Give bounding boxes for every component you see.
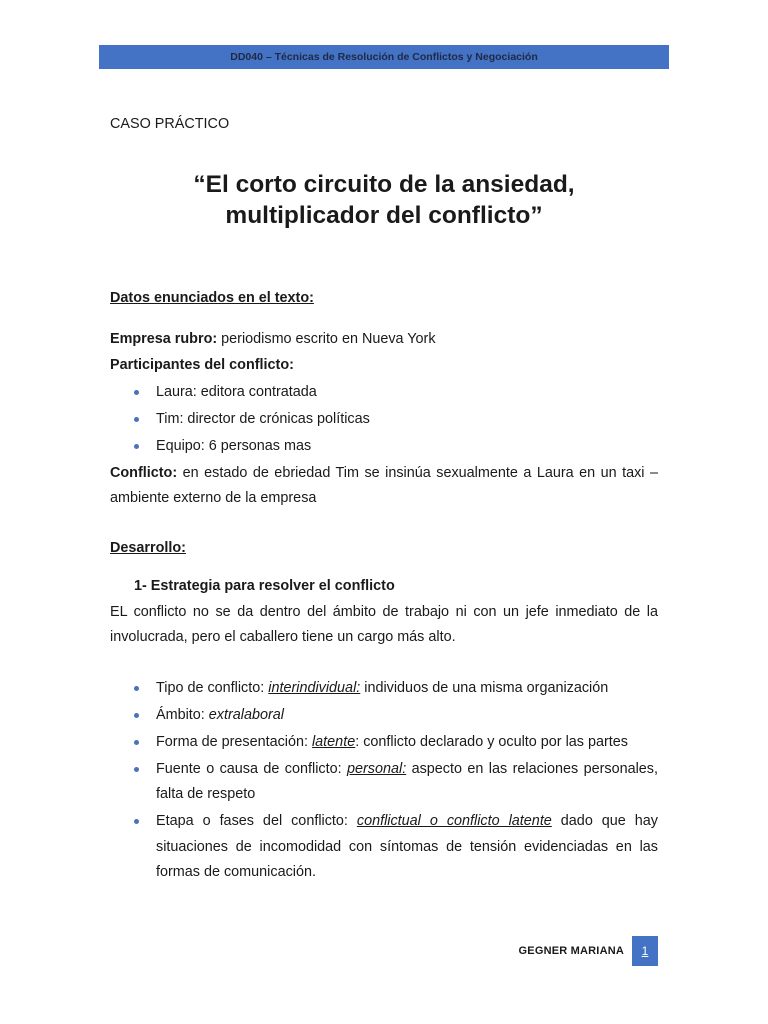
bullet-em: latente: [311, 733, 356, 750]
desarrollo-heading: Desarrollo:: [110, 539, 186, 556]
participantes-list: [110, 380, 658, 460]
list-item: [156, 703, 658, 729]
list-item: [156, 730, 658, 756]
empresa-line: [110, 327, 658, 353]
bullet-post: aspecto en las relaciones personales, falta de respeto: [156, 760, 658, 802]
conflicto-label: Conflicto:: [110, 464, 178, 481]
list-item: Tim: director de crónicas políticas: [156, 407, 658, 433]
title-line-2: multiplicador del conflicto”: [225, 201, 543, 229]
bullet-post: : conflicto declarado y oculto por las partes: [355, 733, 628, 750]
bullet-pre: Etapa o fases del conflicto:: [156, 813, 357, 829]
page-number: 1: [632, 936, 658, 966]
title-line-1: “El corto circuito de la ansiedad,: [193, 170, 575, 198]
conflicto-line: [110, 461, 658, 512]
empresa-value: periodismo escrito en Nueva York: [217, 331, 436, 347]
list-item: [156, 757, 658, 808]
conflicto-value: en estado de ebriedad Tim se insinúa sexualmente a Laura en un taxi – ambiente externo de la empresa: [110, 464, 658, 506]
list-item: Laura: editora contratada: [156, 380, 658, 406]
list-item: Equipo: 6 personas mas: [156, 434, 658, 460]
bullet-post: dado que hay situaciones de incomodidad con síntomas de tensión evidenciadas en las formas de comunicación.: [156, 813, 658, 880]
bullet-em: extralaboral: [208, 706, 284, 723]
bullet-pre: Forma de presentación:: [156, 733, 312, 750]
item1-text: EL conflicto no se da dentro del ámbito de trabajo ni con un jefe inmediato de la involucrada, pero el caballero tiene un cargo más alto.: [110, 603, 658, 645]
header-band: [99, 45, 669, 69]
bullet-pre: Fuente o causa de conflicto:: [156, 760, 347, 777]
bullet-post: individuos de una misma organización: [360, 679, 609, 696]
caso-label: CASO PRÁCTICO: [110, 116, 230, 132]
list-item: [156, 809, 658, 886]
bullet-em: personal:: [347, 760, 407, 777]
bullet-pre: Tipo de conflicto:: [156, 679, 269, 696]
document-body: [110, 112, 658, 887]
empresa-label: Empresa rubro:: [110, 331, 218, 347]
page-footer: [519, 936, 658, 966]
participantes-label: Participantes del conflicto:: [110, 356, 294, 373]
course-title: DD040 – Técnicas de Resolución de Conflictos y Negociación: [230, 51, 538, 63]
bullet-em: conflictual o conflicto latente: [356, 813, 552, 829]
footer-author: GEGNER MARIANA: [518, 945, 624, 957]
datos-heading: Datos enunciados en el texto:: [110, 289, 314, 306]
item1-title: 1- Estrategia para resolver el conflicto: [134, 578, 395, 594]
document-title: [110, 169, 658, 231]
list-item: [156, 676, 658, 702]
bullet-em: interindividual:: [268, 679, 361, 696]
bullet-pre: Ámbito:: [156, 706, 209, 723]
analysis-list: [110, 676, 658, 886]
